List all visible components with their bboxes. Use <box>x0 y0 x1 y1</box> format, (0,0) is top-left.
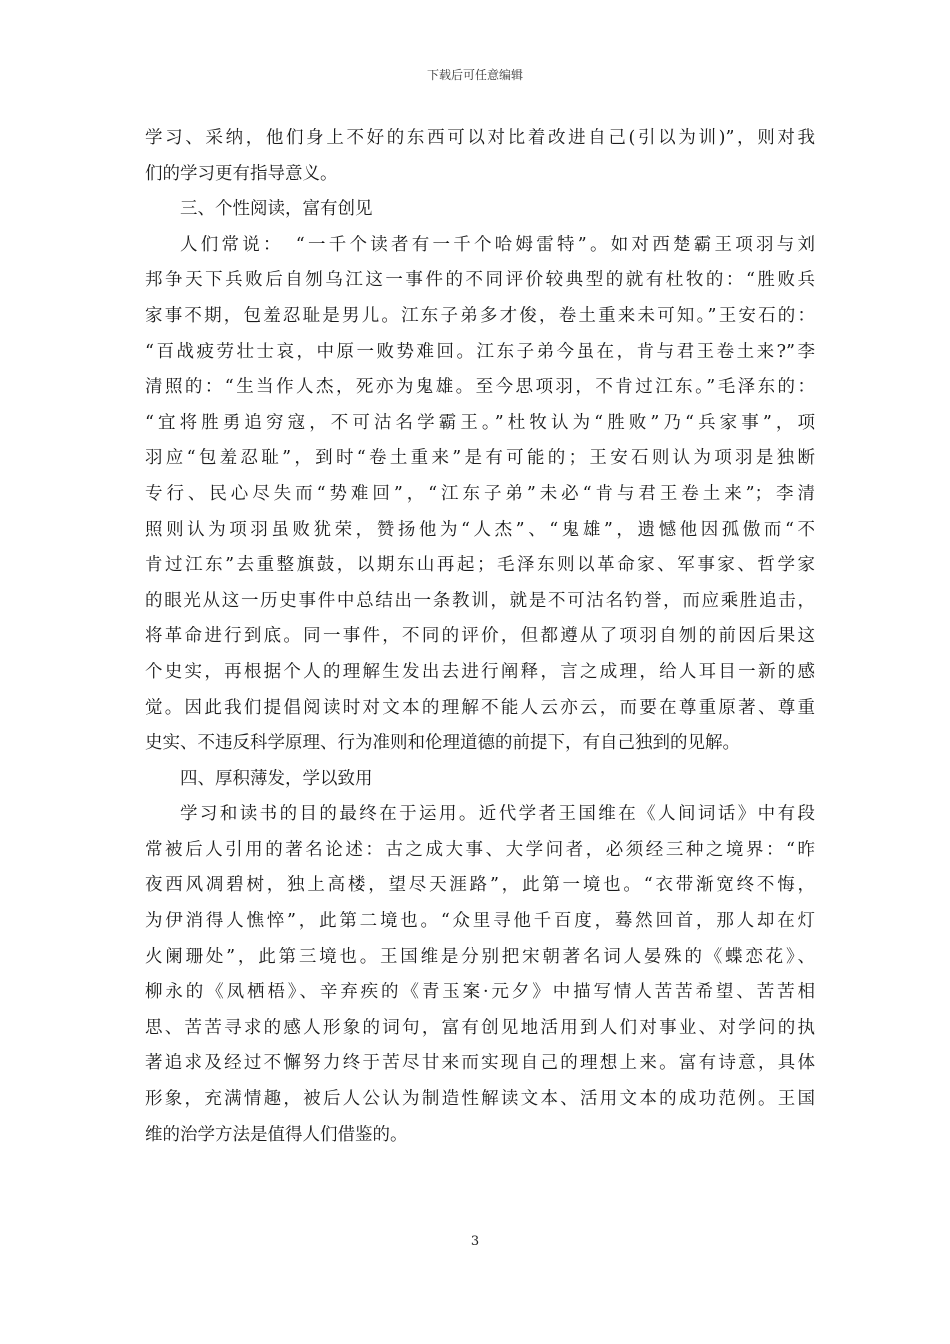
text-line: 清照的：“生当作人杰，死亦为鬼雄。至今思项羽，不肯过江东。”毛泽东的： <box>145 377 815 398</box>
text-line: 家事不期，包羞忍耻是男儿。江东子弟多才俊，卷土重来未可知。”王安石的： <box>145 305 815 326</box>
text-line: 夜西风凋碧树，独上高楼，望尽天涯路”，此第一境也。“衣带渐宽终不悔， <box>145 875 815 896</box>
text-line: 学习和读书的目的最终在于运用。近代学者王国维在《人间词话》中有段 <box>180 804 815 825</box>
text-line: “百战疲劳壮士哀，中原一败势难回。江东子弟今虽在，肯与君王卷土来?”李 <box>145 341 815 362</box>
text-line: 维的治学方法是值得人们借鉴的。 <box>145 1124 408 1145</box>
text-line: 史实、不违反科学原理、行为准则和伦理道德的前提下，有自己独到的见解。 <box>145 733 740 754</box>
text-line: 将革命进行到底。同一事件，不同的评价，但都遵从了项羽自刎的前因后果这 <box>145 626 815 647</box>
section-heading: 四、厚积薄发，学以致用 <box>180 768 373 789</box>
text-line: 形象，充满情趣，被后人公认为制造性解读文本、活用文本的成功范例。王国 <box>145 1089 815 1110</box>
text-line: 觉。因此我们提倡阅读时对文本的理解不能人云亦云，而要在尊重原著、尊重 <box>145 697 815 718</box>
section-heading: 三、个性阅读，富有创见 <box>180 199 373 220</box>
text-line: 著追求及经过不懈努力终于苦尽甘来而实现自己的理想上来。富有诗意，具体 <box>145 1053 815 1074</box>
text-line: 为伊消得人憔悴”，此第二境也。“众里寻他千百度，蓦然回首，那人却在灯 <box>145 911 815 932</box>
page-number: 3 <box>470 1234 480 1249</box>
text-line: 的眼光从这一历史事件中总结出一条教训，就是不可沽名钓誉，而应乘胜追击， <box>145 590 815 611</box>
text-line: 人们常说： “一千个读者有一千个哈姆雷特”。如对西楚霸王项羽与刘 <box>180 234 815 255</box>
text-line: 们的学习更有指导意义。 <box>145 163 338 184</box>
text-line: 照则认为项羽虽败犹荣，赞扬他为“人杰”、“鬼雄”，遗憾他因孤傲而“不 <box>145 519 815 540</box>
text-line: “宜将胜勇追穷寇，不可沽名学霸王。”杜牧认为“胜败”乃“兵家事”，项 <box>145 412 815 433</box>
text-line: 思、苦苦寻求的感人形象的词句，富有创见地活用到人们对事业、对学问的执 <box>145 1017 815 1038</box>
text-line: 学习、采纳，他们身上不好的东西可以对比着改进自己(引以为训)”，则对我 <box>145 128 815 148</box>
text-line: 邦争天下兵败后自刎乌江这一事件的不同评价较典型的就有杜牧的：“胜败兵 <box>145 270 815 291</box>
text-line: 常被后人引用的著名论述：古之成大事、大学问者，必须经三种之境界：“昨 <box>145 839 815 860</box>
text-line: 专行、民心尽失而“势难回”，“江东子弟”未必“肯与君王卷土来”；李清 <box>145 483 815 504</box>
text-line: 个史实，再根据个人的理解生发出去进行阐释，言之成理，给人耳目一新的感 <box>145 661 815 682</box>
text-line: 火阑珊处”，此第三境也。王国维是分别把宋朝著名词人晏殊的《蝶恋花》、 <box>145 946 815 967</box>
document-body <box>145 121 815 1153</box>
page-header: 下载后可任意编辑 <box>426 68 523 82</box>
text-line: 羽应“包羞忍耻”，到时“卷土重来”是有可能的；王安石则认为项羽是独断 <box>145 448 815 469</box>
text-line: 肯过江东”去重整旗鼓，以期东山再起；毛泽东则以革命家、军事家、哲学家 <box>145 555 815 576</box>
text-line: 柳永的《凤栖梧》、辛弃疾的《青玉案·元夕》中描写情人苦苦希望、苦苦相 <box>145 982 815 1003</box>
